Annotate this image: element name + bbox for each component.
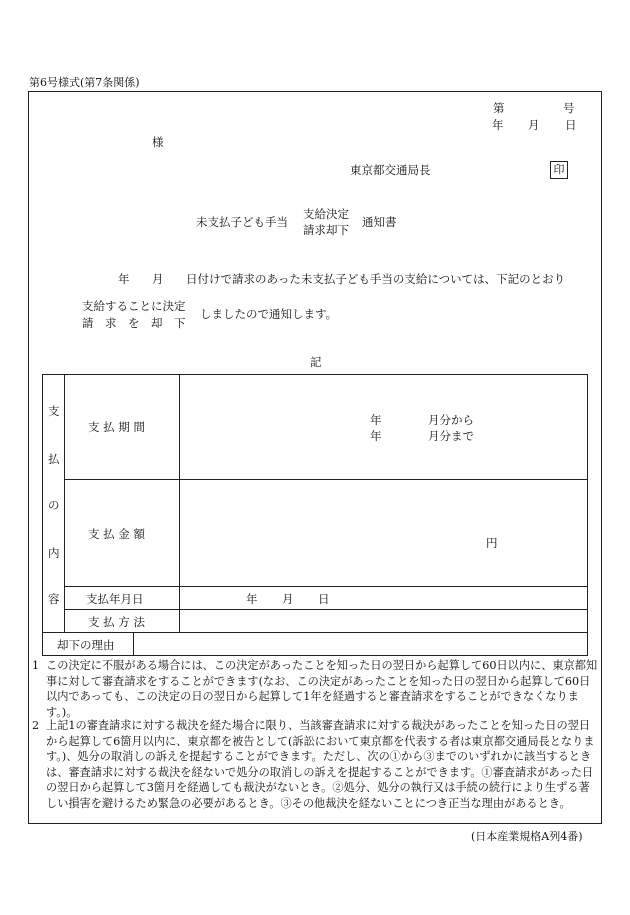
rejection-reason-label: 却下の理由: [57, 638, 115, 652]
ki-heading: 記: [310, 355, 322, 369]
period-label: 支 払 期 間: [88, 420, 145, 434]
number-prefix: 第: [493, 101, 505, 115]
payment-date-label: 支払年月日: [86, 592, 144, 606]
amount-label: 支 払 金 額: [88, 527, 145, 541]
payment-method-label: 支 払 方 法: [88, 615, 145, 629]
note-2: [32, 718, 598, 812]
period-from-year: 年: [370, 413, 382, 427]
sender: 東京都交通局長: [350, 163, 431, 177]
vertical-label-char: 容: [48, 592, 60, 606]
note-1: [32, 658, 598, 720]
body-month: 月: [152, 272, 164, 286]
seal-mark: 印: [550, 161, 568, 179]
period-to-year: 年: [370, 429, 382, 443]
vertical-label-char: 内: [48, 546, 60, 560]
body-sentence-end: しましたので通知します。: [200, 307, 338, 321]
date-day: 日: [565, 118, 577, 132]
body-sentence: 日付けで請求のあった未支払子ども手当の支給については、下記のとおり: [186, 272, 566, 286]
vertical-label-char: 支: [48, 404, 60, 418]
title-choice-decision: 支給決定: [303, 207, 349, 221]
payment-date-day: 日: [318, 592, 330, 606]
number-suffix: 号: [563, 101, 575, 115]
title-left: 未支払子ども手当: [196, 215, 288, 229]
form-label: 第6号様式(第7条関係): [29, 76, 140, 89]
paper-size-note: (日本産業規格A列4番): [471, 830, 583, 843]
vertical-label-char: の: [48, 498, 60, 512]
date-year: 年: [492, 118, 504, 132]
period-from-month: 月分から: [428, 413, 474, 427]
body-choice-rejection: 請 求 を 却 下: [82, 316, 186, 330]
date-month: 月: [528, 118, 540, 132]
payment-date-month: 月: [282, 592, 294, 606]
addressee-suffix: 様: [152, 135, 164, 149]
payment-date-year: 年: [246, 592, 258, 606]
title-right: 通知書: [362, 215, 397, 229]
note-text: この決定に不服がある場合には、この決定があったことを知った日の翌日から起算して60日以内に、東京都知事に対して審査請求をすることができます(なお、この決定があったことを知った日の翌日から起算して60日以内であっても、この決定の日の翌日から起算して1年を経過すると審査請求をすることができなくなります。)。: [46, 659, 598, 719]
period-to-month: 月分まで: [428, 429, 474, 443]
note-text: 上記1の審査請求に対する裁決を経た場合に限り、当該審査請求に対する裁決があったことを知った日の翌日から起算して6箇月以内に、東京都を被告として(訴訟において東京都を代表する者は東京都交通局長となります。)、処分の取消しの訴えを提起することができます。ただし、次の①から③までのいずれかに該当するときは、審査請求に対する裁決を経ないで処分の取消しの訴えを提起することができます。①審査請求があった日の翌日から起算して3箇月を経過しても裁決がないとき。②処分、処分の執行又は手続の続行により生ずる著しい損害を避けるため緊急の必要があるとき。③その他裁決を経ないことにつき正当な理由があるとき。: [46, 719, 595, 810]
amount-unit: 円: [486, 536, 498, 550]
body-choice-decision: 支給することに決定: [82, 299, 186, 313]
title-choice-rejection: 請求却下: [303, 223, 349, 237]
note-number: 2: [32, 719, 40, 732]
vertical-label-char: 払: [48, 452, 60, 466]
note-number: 1: [32, 659, 40, 672]
body-year: 年: [118, 272, 130, 286]
